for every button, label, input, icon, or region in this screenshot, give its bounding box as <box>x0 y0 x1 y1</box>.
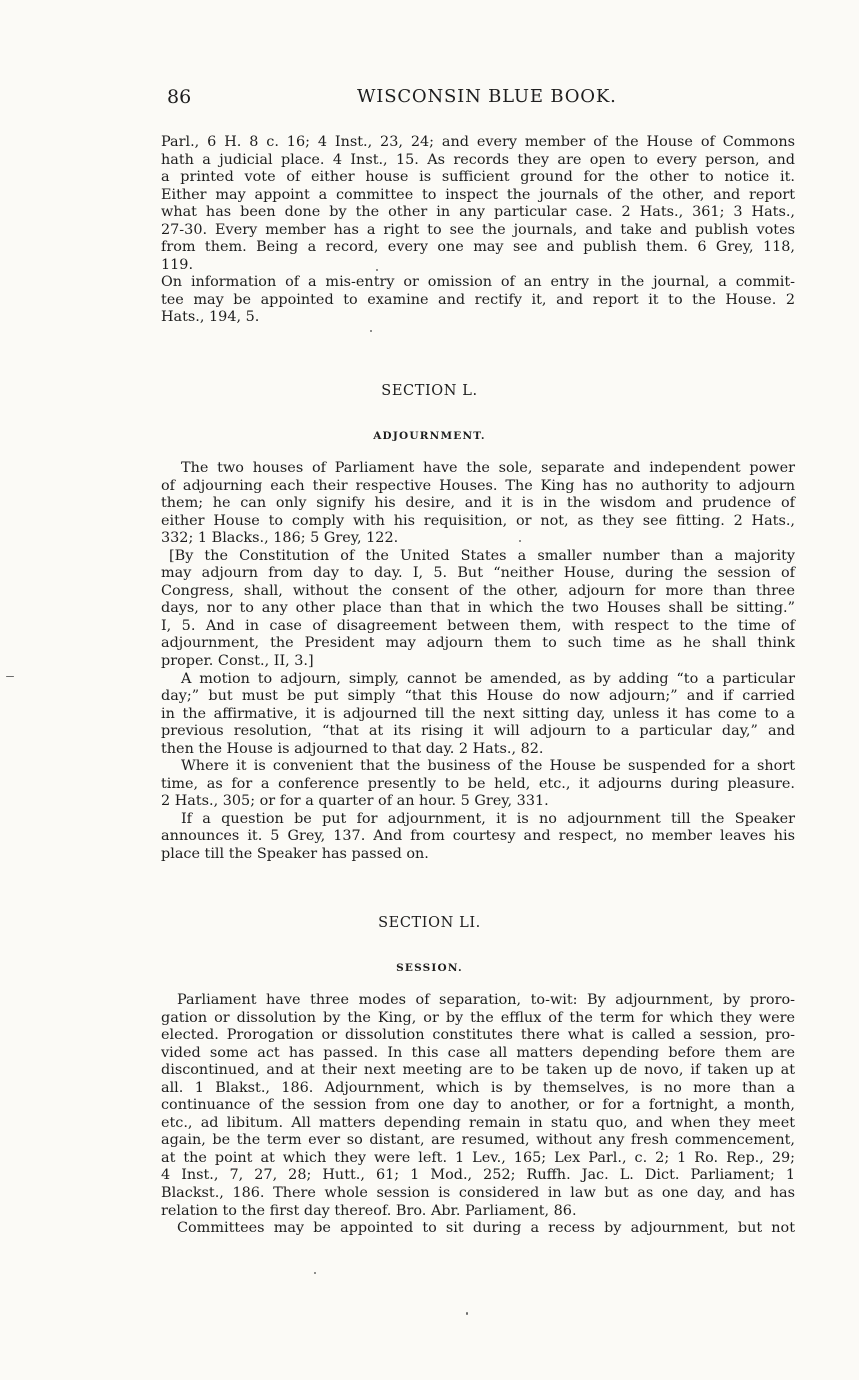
text-line: from them. Being a record, every one may see and publish them. 6 Grey, 118, <box>161 239 795 256</box>
section-li-subtitle: SESSION. <box>396 962 463 974</box>
text-line: discontinued, and at their next meeting are to be taken up de novo, if taken up at <box>161 1062 795 1079</box>
text-line: time, as for a conference presently to be held, etc., it adjourns during pleasure. <box>161 775 795 792</box>
text-line: On information of a mis-entry or omission of an entry in the journal, a commit- <box>161 274 795 291</box>
page-number: 86 <box>167 86 192 108</box>
text-line: 332; 1 Blacks., 186; 5 Grey, 122. <box>161 530 399 547</box>
text-line: a printed vote of either house is sufficient ground for the other to notice it. <box>161 169 795 186</box>
text-line: continuance of the session from one day to another, or for a fortnight, a month, <box>161 1097 795 1114</box>
text-line: may adjourn from day to day. I, 5. But “neither House, during the session of <box>161 565 795 582</box>
text-line: Where it is convenient that the business of the House be suspended for a short <box>181 758 795 775</box>
text-line: previous resolution, “that at its rising it will adjourn to a particular day,” and <box>161 723 795 740</box>
text-line: of adjourning each their respective Houses. The King has no authority to adjourn <box>161 477 795 494</box>
section-li-title: SECTION LI. <box>378 915 481 931</box>
scan-speck <box>370 330 372 332</box>
text-line: 4 Inst., 7, 27, 28; Hutt., 61; 1 Mod., 252; Ruffh. Jac. L. Dict. Parliament; 1 <box>161 1167 795 1184</box>
text-line: in the affirmative, it is adjourned till the next sitting day, unless it has come to a <box>161 705 795 722</box>
section-l-title: SECTION L. <box>381 383 478 399</box>
text-line: The two houses of Parliament have the sole, separate and independent power <box>181 460 795 476</box>
text-line: Committees may be appointed to sit during a recess by adjournment, but not <box>177 1220 795 1237</box>
text-line: days, nor to any other place than that in which the two Houses shall be sitting.” <box>161 600 795 617</box>
text-line: [By the Constitution of the United States a smaller number than a majority <box>169 547 795 564</box>
text-line: Blackst., 186. There whole session is considered in law but as one day, and has <box>161 1185 795 1202</box>
text-line: announces it. 5 Grey, 137. And from courtesy and respect, no member leaves his <box>161 828 795 845</box>
text-line: Hats., 194, 5. <box>161 309 260 326</box>
paragraph <box>161 460 795 548</box>
text-line: what has been done by the other in any particular case. 2 Hats., 361; 3 Hats., <box>161 204 795 221</box>
text-line: gation or dissolution by the King, or by the efflux of the term for which they were <box>161 1009 795 1026</box>
paragraph <box>161 1220 795 1238</box>
text-line: again, be the term ever so distant, are resumed, without any fresh commencement, <box>161 1132 795 1149</box>
text-line: hath a judicial place. 4 Inst., 15. As records they are open to every person, and <box>161 151 795 168</box>
text-line: tee may be appointed to examine and rectify it, and report it to the House. 2 <box>161 291 795 308</box>
section-l-body <box>161 460 795 864</box>
paragraph <box>161 992 795 1220</box>
paragraph <box>161 671 795 759</box>
text-line: etc., ad libitum. All matters depending remain in statu quo, and when they meet <box>161 1114 795 1131</box>
mis-entry-paragraph <box>161 274 795 327</box>
intro-block <box>161 134 795 327</box>
intro-paragraph <box>161 134 795 274</box>
text-line: either House to comply with his requisition, or not, as they see fitting. 2 Hats., <box>161 512 795 529</box>
text-line: elected. Prorogation or dissolution constitutes there what is called a session, pro- <box>161 1027 795 1044</box>
text-line: A motion to adjourn, simply, cannot be amended, as by adding “to a particular <box>181 670 795 687</box>
text-line: proper. Const., II, 3.] <box>161 653 314 670</box>
text-line: relation to the first day thereof. Bro. Abr. Parliament, 86. <box>161 1202 577 1219</box>
text-line: adjournment, the President may adjourn them to such time as he shall think <box>161 635 795 652</box>
paragraph <box>161 811 795 864</box>
text-line: at the point at which they were left. 1 Lev., 165; Lex Parl., c. 2; 1 Ro. Rep., 29; <box>161 1149 795 1166</box>
paragraph <box>161 758 795 811</box>
text-line: Parliament have three modes of separation, to-wit: By adjournment, by proro- <box>177 992 795 1008</box>
text-line: then the House is adjourned to that day. 2 Hats., 82. <box>161 740 544 757</box>
text-line: all. 1 Blakst., 186. Adjournment, which is by themselves, is no more than a <box>161 1079 795 1096</box>
text-line: If a question be put for adjournment, it is no adjournment till the Speaker <box>181 810 795 827</box>
scan-speck <box>466 1312 468 1315</box>
text-line: them; he can only signify his desire, and it is in the wisdom and prudence of <box>161 495 795 512</box>
text-line: day;” but must be put simply “that this House do now adjourn;” and if carried <box>161 688 795 705</box>
text-line: 2 Hats., 305; or for a quarter of an hour. 5 Grey, 331. <box>161 793 549 810</box>
scan-speck <box>376 269 378 271</box>
text-line: 119. <box>161 256 194 273</box>
text-line: place till the Speaker has passed on. <box>161 846 429 863</box>
scan-speck <box>314 1272 316 1274</box>
paragraph <box>161 548 795 671</box>
text-line: Parl., 6 H. 8 c. 16; 4 Inst., 23, 24; and every member of the House of Commons <box>161 134 795 150</box>
section-l-subtitle: ADJOURNMENT. <box>373 430 486 442</box>
section-li-body <box>161 992 795 1238</box>
text-line: I, 5. And in case of disagreement between them, with respect to the time of <box>161 617 795 634</box>
scan-speck <box>519 540 521 542</box>
text-line: Either may appoint a committee to inspect the journals of the other, and report <box>161 186 795 203</box>
text-line: vided some act has passed. In this case all matters depending before them are <box>161 1044 795 1061</box>
scan-speck <box>6 676 14 677</box>
running-title: WISCONSIN BLUE BOOK. <box>357 86 617 107</box>
text-line: Congress, shall, without the consent of the other, adjourn for more than three <box>161 582 795 599</box>
text-line: 27-30. Every member has a right to see the journals, and take and publish votes <box>161 221 795 238</box>
page-header <box>163 86 795 110</box>
